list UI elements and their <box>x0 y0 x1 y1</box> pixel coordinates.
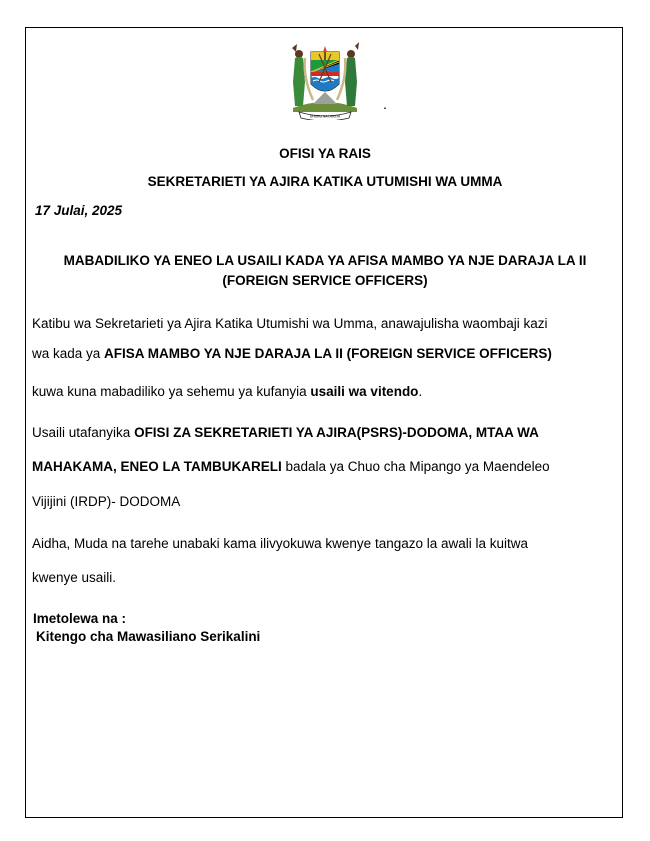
paragraph-1 <box>32 316 618 331</box>
paragraph-2-line-2 <box>32 459 618 474</box>
issued-by-unit: Kitengo cha Mawasiliano Serikalini <box>36 629 261 644</box>
paragraph-2-line-2-bold: MAHAKAMA, ENEO LA TAMBUKARELI <box>32 459 282 474</box>
paragraph-2-line-2-text: badala ya Chuo cha Mipango ya Maendeleo <box>281 459 550 474</box>
paragraph-3-line-1 <box>32 536 618 551</box>
secretariat-heading: SEKRETARIETI YA AJIRA KATIKA UTUMISHI WA UMMA <box>147 174 503 189</box>
office-heading: OFISI YA RAIS <box>279 146 371 161</box>
paragraph-1-line-3-end: . <box>418 384 423 399</box>
subject-line-2: (FOREIGN SERVICE OFFICERS) <box>222 273 428 288</box>
paragraph-2-line-1-bold: OFISI ZA SEKRETARIETI YA AJIRA(PSRS)-DODOMA, MTAA WA <box>134 425 539 440</box>
svg-text:UHURU NA UMOJA: UHURU NA UMOJA <box>309 114 341 119</box>
paragraph-1-line-2-text: wa kada ya <box>32 346 105 361</box>
paragraph-3-line-2 <box>32 570 618 585</box>
issued-by-label: Imetolewa na : <box>33 611 127 626</box>
paragraph-1-line-2-bold: AFISA MAMBO YA NJE DARAJA LA II (FOREIGN SERVICE OFFICERS) <box>104 346 552 361</box>
paragraph-2-line-1-text: Usaili utafanyika <box>32 425 135 440</box>
paragraph-2-line-1 <box>32 425 618 440</box>
document-date: 17 Julai, 2025 <box>35 203 123 218</box>
issued-by-block <box>33 610 260 646</box>
coat-of-arms-icon <box>283 38 367 120</box>
paragraph-3-line-2-text: kwenye usaili. <box>32 570 117 585</box>
subject-heading <box>32 251 618 291</box>
paragraph-1-line-3-text: kuwa kuna mabadiliko ya sehemu ya kufanyia <box>32 384 311 399</box>
subject-line-1: MABADILIKO YA ENEO LA USAILI KADA YA AFISA MAMBO YA NJE DARAJA LA II <box>63 253 587 268</box>
paragraph-1-line-3-bold: usaili wa vitendo <box>310 384 419 399</box>
dot-mark: . <box>383 96 387 112</box>
paragraph-1-line-2 <box>32 346 618 361</box>
paragraph-1-line-3 <box>32 384 618 399</box>
paragraph-1-line-1: Katibu wa Sekretarieti ya Ajira Katika Utumishi wa Umma, anawajulisha waombaji kazi <box>32 316 548 331</box>
paragraph-3-line-1-text: Aidha, Muda na tarehe unabaki kama ilivyokuwa kwenye tangazo la awali la kuitwa <box>32 536 529 551</box>
paragraph-2-line-3 <box>32 494 618 509</box>
paragraph-2-line-3-text: Vijijini (IRDP)- DODOMA <box>32 494 181 509</box>
